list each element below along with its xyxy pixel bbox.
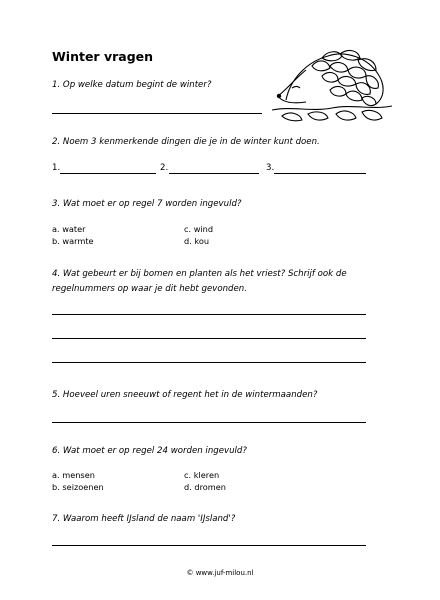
question-6: 6. Wat moet er op regel 24 worden ingevuld? bbox=[52, 446, 247, 456]
question-1: 1. Op welke datum begint de winter? bbox=[52, 80, 212, 90]
option-d[interactable]: d. kou bbox=[184, 236, 210, 246]
footer-copyright: © www.juf-milou.nl bbox=[186, 569, 254, 577]
answer-line-1[interactable] bbox=[52, 113, 262, 114]
option-c[interactable]: c. wind bbox=[184, 224, 214, 234]
question-5: 5. Hoeveel uren sneeuwt of regent het in de wintermaanden? bbox=[52, 390, 318, 400]
blank-label-1: 1. bbox=[52, 163, 61, 173]
question-4: 4. Wat gebeurt er bij bomen en planten als het vriest? Schrijf ook de regelnummers op waar je dit hebt gevonden. bbox=[52, 269, 347, 294]
answer-line-7[interactable] bbox=[52, 545, 366, 546]
answer-blank-3[interactable] bbox=[274, 173, 366, 174]
question-7: 7. Waarom heeft IJsland de naam 'IJsland'? bbox=[52, 514, 236, 524]
answer-line-4c[interactable] bbox=[52, 362, 366, 363]
option-b[interactable]: b. warmte bbox=[52, 236, 94, 246]
answer-line-5[interactable] bbox=[52, 422, 366, 423]
hedgehog-illustration bbox=[272, 40, 392, 126]
option-a[interactable]: a. mensen bbox=[52, 470, 95, 480]
question-3: 3. Wat moet er op regel 7 worden ingevuld? bbox=[52, 199, 242, 209]
page-title: Winter vragen bbox=[52, 49, 154, 64]
answer-line-4a[interactable] bbox=[52, 314, 366, 315]
option-d[interactable]: d. dromen bbox=[184, 482, 226, 492]
answer-line-4b[interactable] bbox=[52, 338, 366, 339]
blank-label-2: 2. bbox=[160, 163, 169, 173]
question-2: 2. Noem 3 kenmerkende dingen die je in de winter kunt doen. bbox=[52, 137, 320, 147]
answer-blank-1[interactable] bbox=[60, 173, 156, 174]
answer-blank-2[interactable] bbox=[169, 173, 259, 174]
blank-label-3: 3. bbox=[266, 163, 275, 173]
option-c[interactable]: c. kleren bbox=[184, 470, 220, 480]
option-b[interactable]: b. seizoenen bbox=[52, 482, 104, 492]
option-a[interactable]: a. water bbox=[52, 224, 86, 234]
